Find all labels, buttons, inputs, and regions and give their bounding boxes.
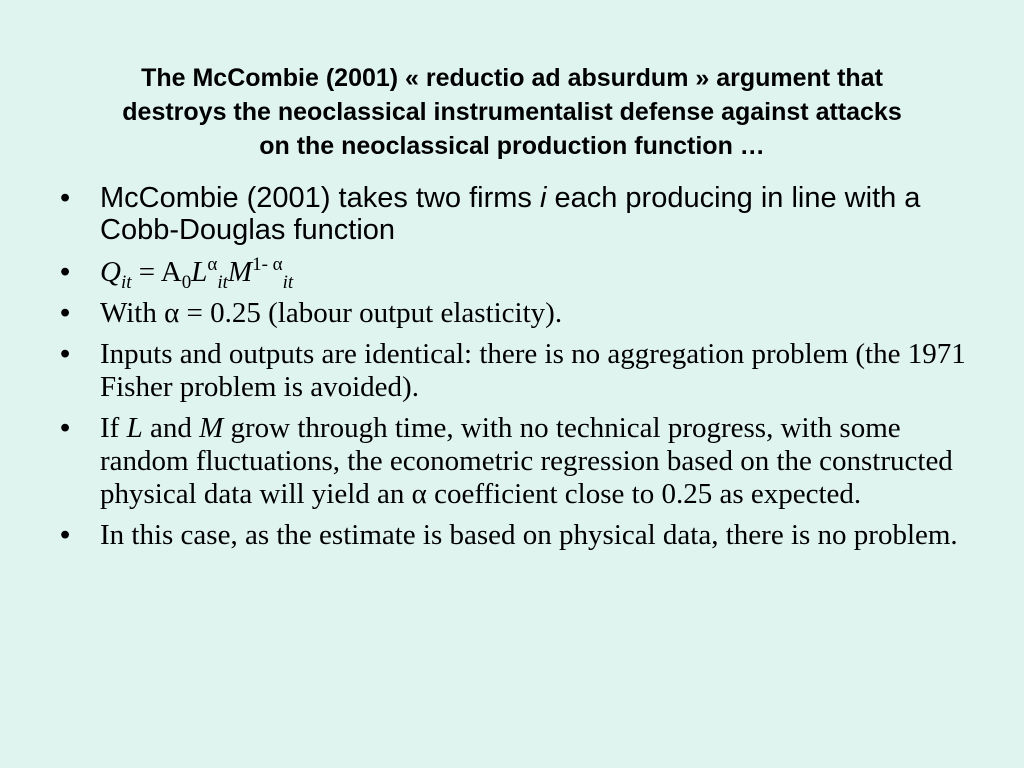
eq-M-sub: it — [282, 272, 294, 293]
bullet-text: In this case, as the estimate is based on physical data, there is no problem. — [100, 519, 958, 551]
var-L: L — [126, 412, 143, 444]
bullet-marker: • — [60, 412, 71, 444]
eq-Q: Q — [100, 256, 121, 288]
bullet-text: grow through time, with no technical progress, with some random fluctuations, the econometric regression based on the constructed physical data will yield an α coefficient close to 0.25 as expected. — [100, 412, 953, 510]
bullet-text: McCombie (2001) takes two firms — [100, 182, 540, 214]
bullet-text: If — [100, 412, 127, 444]
eq-M-sup: 1- α — [252, 254, 283, 275]
eq-Q-sub: it — [120, 272, 132, 293]
bullet-marker: • — [60, 256, 71, 288]
bullet-text: Inputs and outputs are identical: there is no aggregation problem (the 1971 Fisher problem is avoided). — [100, 338, 966, 403]
title-line-3: on the neoclassical production function … — [259, 131, 765, 160]
eq-L: L — [191, 256, 208, 288]
bullet-marker: • — [60, 182, 71, 214]
bullet-item-identical-inputs — [58, 338, 978, 404]
cobb-douglas-equation — [100, 254, 294, 293]
bullet-text: and — [142, 412, 200, 444]
eq-M: M — [227, 256, 253, 288]
bullet-marker: • — [60, 297, 71, 329]
eq-L-sub: it — [217, 272, 228, 293]
eq-equals-A: = A — [131, 256, 182, 288]
bullet-item-conclusion — [58, 519, 978, 552]
firm-index-i: i — [539, 182, 547, 214]
bullet-item-alpha — [58, 297, 978, 330]
bullet-item-two-firms — [58, 182, 978, 246]
bullet-marker: • — [60, 519, 71, 551]
eq-A-sub: 0 — [181, 272, 192, 293]
title-line-1: The McCombie (2001) « reductio ad absurdum » argument that — [141, 63, 883, 92]
bullet-marker: • — [60, 338, 71, 370]
bullet-text: each producing in line with a Cobb-Douglas function — [100, 182, 921, 246]
bullet-item-growth — [58, 412, 978, 511]
slide-title — [40, 61, 984, 163]
bullet-item-equation — [58, 254, 978, 293]
bullet-text: With α = 0.25 (labour output elasticity). — [100, 297, 563, 329]
eq-L-sup: α — [207, 254, 218, 275]
var-M: M — [199, 412, 224, 444]
bullet-list — [58, 180, 978, 552]
title-line-2: destroys the neoclassical instrumentalist defense against attacks — [122, 97, 902, 126]
